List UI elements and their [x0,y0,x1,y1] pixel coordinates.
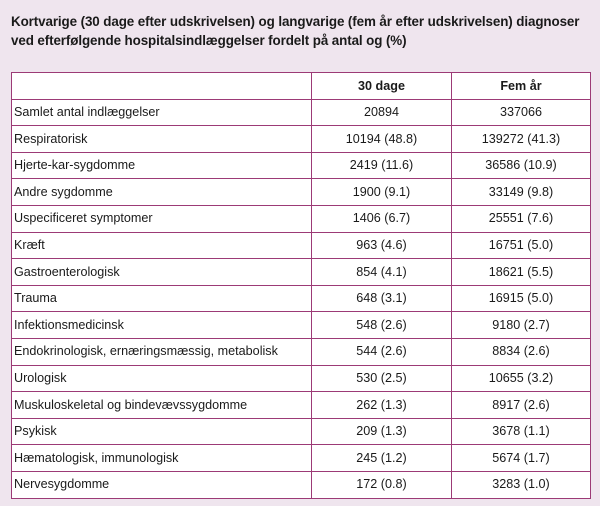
row-value-five-years: 3283 (1.0) [452,471,591,498]
row-value-30-days: 1406 (6.7) [312,205,452,232]
row-label: Andre sygdomme [12,179,312,206]
header-five-years: Fem år [452,73,591,100]
row-label: Respiratorisk [12,126,312,153]
row-value-five-years: 33149 (9.8) [452,179,591,206]
row-value-five-years: 10655 (3.2) [452,365,591,392]
row-value-five-years: 8834 (2.6) [452,338,591,365]
row-value-30-days: 172 (0.8) [312,471,452,498]
table-row [12,152,591,179]
table-row [12,471,591,498]
table-row [12,99,591,126]
row-value-30-days: 544 (2.6) [312,338,452,365]
row-value-five-years: 8917 (2.6) [452,392,591,419]
row-label: Muskuloskeletal og bindevævssygdomme [12,392,312,419]
row-value-five-years: 337066 [452,99,591,126]
row-label: Psykisk [12,418,312,445]
row-value-five-years: 3678 (1.1) [452,418,591,445]
table-row [12,338,591,365]
row-value-five-years: 5674 (1.7) [452,445,591,472]
row-value-30-days: 963 (4.6) [312,232,452,259]
row-label: Gastroenterologisk [12,259,312,286]
table-body [12,99,591,498]
table-row [12,179,591,206]
row-value-30-days: 548 (2.6) [312,312,452,339]
row-value-five-years: 36586 (10.9) [452,152,591,179]
table-row [12,285,591,312]
diagnosis-table-container [11,72,590,499]
row-label: Endokrinologisk, ernæringsmæssig, metabolisk [12,338,312,365]
header-diagnosis [12,73,312,100]
row-value-30-days: 648 (3.1) [312,285,452,312]
header-row [12,73,591,100]
row-label: Kræft [12,232,312,259]
table-row [12,312,591,339]
row-label: Infektionsmedicinsk [12,312,312,339]
row-value-30-days: 10194 (48.8) [312,126,452,153]
row-value-30-days: 2419 (11.6) [312,152,452,179]
diagnosis-table [11,72,591,499]
row-value-30-days: 20894 [312,99,452,126]
row-value-30-days: 530 (2.5) [312,365,452,392]
row-value-30-days: 1900 (9.1) [312,179,452,206]
row-label: Uspecificeret symptomer [12,205,312,232]
row-value-five-years: 25551 (7.6) [452,205,591,232]
row-label: Nervesygdomme [12,471,312,498]
table-row [12,205,591,232]
row-value-five-years: 18621 (5.5) [452,259,591,286]
row-value-30-days: 209 (1.3) [312,418,452,445]
row-label: Hjerte-kar-sygdomme [12,152,312,179]
row-label: Samlet antal indlæggelser [12,99,312,126]
table-row [12,259,591,286]
table-title: Kortvarige (30 dage efter udskrivelsen) og langvarige (fem år efter udskrivelsen) diagnoser ved efterfølgende hospitalsindlæggelser fordelt på antal og (%) [11,14,580,48]
row-value-30-days: 245 (1.2) [312,445,452,472]
row-value-30-days: 262 (1.3) [312,392,452,419]
table-row [12,365,591,392]
row-value-30-days: 854 (4.1) [312,259,452,286]
row-label: Urologisk [12,365,312,392]
header-30-days: 30 dage [312,73,452,100]
table-row [12,232,591,259]
row-value-five-years: 16751 (5.0) [452,232,591,259]
table-row [12,126,591,153]
row-value-five-years: 16915 (5.0) [452,285,591,312]
row-label: Trauma [12,285,312,312]
row-value-five-years: 139272 (41.3) [452,126,591,153]
row-label: Hæmatologisk, immunologisk [12,445,312,472]
table-row [12,418,591,445]
row-value-five-years: 9180 (2.7) [452,312,591,339]
table-row [12,445,591,472]
table-row [12,392,591,419]
